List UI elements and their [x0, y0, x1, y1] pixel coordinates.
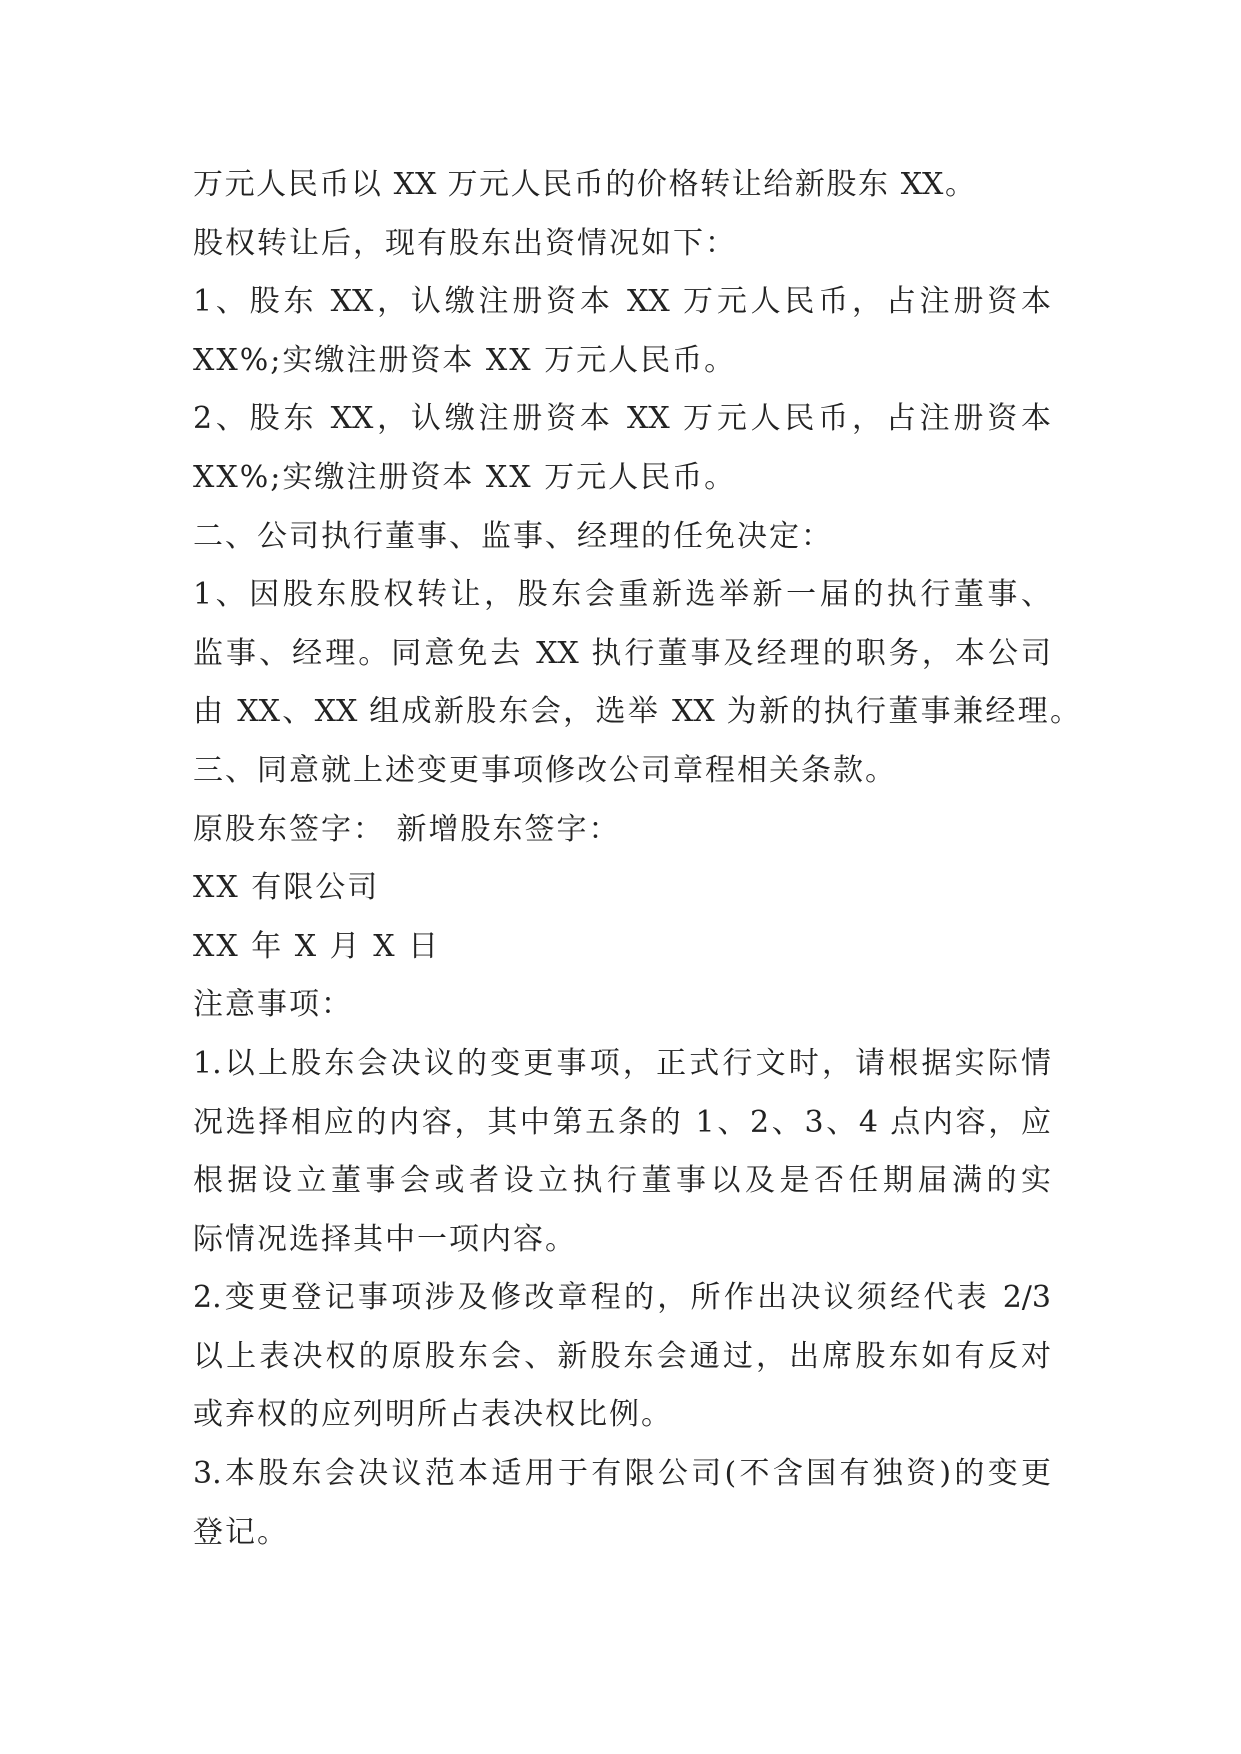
- shareholder-1-line: 1、股东 XX，认缴注册资本 XX 万元人民币，占注册资本: [193, 284, 1051, 320]
- note-2-line: 2.变更登记事项涉及修改章程的，所作出决议须经代表 2/3: [193, 1280, 1051, 1316]
- note-2-line: 或弃权的应列明所占表决权比例。: [193, 1397, 673, 1433]
- note-3-line: 3.本股东会决议范本适用于有限公司(不含国有独资)的变更: [193, 1456, 1051, 1492]
- note-1-line: 际情况选择其中一项内容。: [193, 1221, 577, 1257]
- document-body: [193, 156, 1093, 1562]
- appointment-clause-line: 由 XX、XX 组成新股东会，选举 XX 为新的执行董事兼经理。: [193, 694, 1080, 730]
- section-two-heading: 二、公司执行董事、监事、经理的任免决定：: [193, 518, 833, 554]
- transfer-clause-line: 万元人民币以 XX 万元人民币的价格转让给新股东 XX。: [193, 167, 975, 202]
- note-1-line: 况选择相应的内容，其中第五条的 1、2、3、4 点内容，应: [193, 1104, 1051, 1140]
- shareholder-1-line: XX%;实缴注册资本 XX 万元人民币。: [193, 342, 737, 378]
- appointment-clause-line: 1、因股东股权转让，股东会重新选举新一届的执行董事、: [193, 577, 1051, 613]
- note-2-line: 以上表决权的原股东会、新股东会通过，出席股东如有反对: [193, 1338, 1051, 1374]
- shareholding-intro: 股权转让后，现有股东出资情况如下：: [193, 225, 737, 261]
- company-name: XX 有限公司: [193, 870, 380, 906]
- note-3-line: 登记。: [193, 1514, 289, 1550]
- appointment-clause-line: 监事、经理。同意免去 XX 执行董事及经理的职务，本公司: [193, 635, 1051, 671]
- date-line: XX 年 X 月 X 日: [193, 928, 441, 964]
- notes-heading: 注意事项：: [193, 987, 353, 1023]
- shareholder-2-line: XX%;实缴注册资本 XX 万元人民币。: [193, 459, 737, 495]
- section-three-line: 三、同意就上述变更事项修改公司章程相关条款。: [193, 752, 897, 788]
- shareholder-2-line: 2、股东 XX，认缴注册资本 XX 万元人民币，占注册资本: [193, 401, 1051, 437]
- note-1-line: 1.以上股东会决议的变更事项，正式行文时，请根据实际情: [193, 1045, 1051, 1081]
- note-1-line: 根据设立董事会或者设立执行董事以及是否任期届满的实: [193, 1163, 1051, 1199]
- signature-labels: 原股东签字： 新增股东签字：: [193, 811, 621, 847]
